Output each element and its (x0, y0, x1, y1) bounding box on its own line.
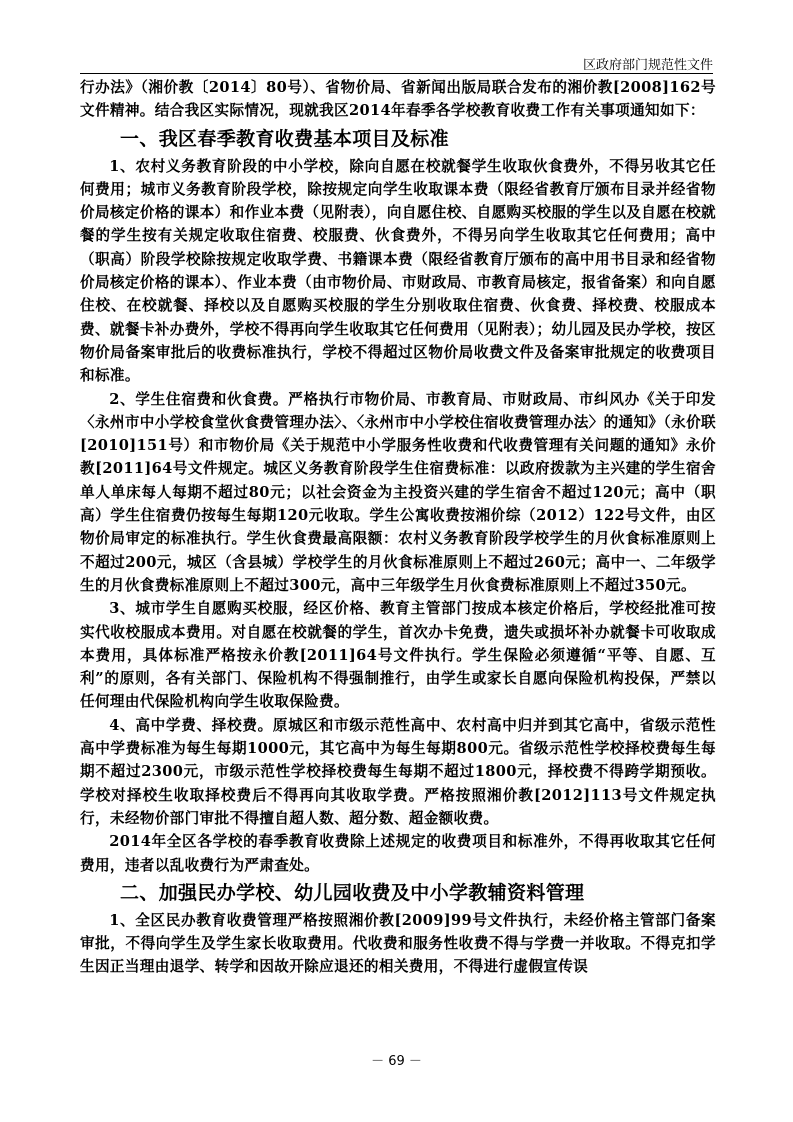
intro-paragraph: 行办法》（湘价教〔2014〕80号）、省物价局、省新闻出版局联合发布的湘价教[2008]162号文件精神。结合我区实际情况，现就我区2014年春季各学校教育收费工作有关事项通知如下： (80, 79, 716, 120)
section1-paragraph-4: 4、高中学费、择校费。原城区和市级示范性高中、农村高中归并到其它高中，省级示范性高中学费标准为每生每期1000元，其它高中为每生每期800元。省级示范性学校择校费每生每期不超过2300元，市级示范性学校择校费每生每期不超过1800元，择校费不得跨学期预收。学校对择校生收取择校费后不得再向其收取学费。严格按照湘价教[2012]113号文件规定执行，未经物价部门审批不得擅自超人数、超分数、超金额收费。 (80, 716, 716, 827)
section2-paragraph-1: 1、全区民办教育收费管理严格按照湘价教[2009]99号文件执行，未经价格主管部门备案审批，不得向学生及学生家长收取费用。代收费和服务性收费不得与学费一并收取。不得克扣学生因正当理由退学、转学和因故开除应退还的相关费用，不得进行虚假宣传误 (80, 911, 716, 976)
page-number: － 69 － (371, 1054, 422, 1069)
section1-paragraph-5: 2014年全区各学校的春季教育收费除上述规定的收费项目和标准外，不得再收取其它任何费用，违者以乱收费行为严肃查处。 (80, 833, 716, 874)
section1-paragraph-2: 2、学生住宿费和伙食费。严格执行市物价局、市教育局、市财政局、市纠风办《关于印发〈永州市中小学校食堂伙食费管理办法〉、〈永州市中小学校住宿收费管理办法〉的通知》（永价联[2010]151号）和市物价局《关于规范中小学服务性收费和代收费管理有关问题的通知》永价教[2011]64号文件规定。城区义务教育阶段学生住宿费标准：以政府拨款为主兴建的学生宿舍单人单床每人每期不超过80元；以社会资金为主投资兴建的学生宿舍不超过120元；高中（职高）学生住宿费仍按每生每期120元收取。学生公寓收费按湘价综（2012）122号文件，由区物价局审定的标准执行。学生伙食费最高限额：农村义务教育阶段学校学生的月伙食标准原则上不超过200元，城区（含县城）学校学生的月伙食标准原则上不超过260元；高中一、二年级学生的月伙食费标准原则上不超过300元，高中三年级学生月伙食费标准原则上不超过350元。 (80, 390, 716, 594)
running-header: 区政府部门规范性文件 (582, 58, 713, 73)
document-body (80, 76, 716, 979)
header-rule (80, 73, 713, 74)
section1-paragraph-1: 1、农村义务教育阶段的中小学校，除向自愿在校就餐学生收取伙食费外，不得另收其它任何费用；城市义务教育阶段学校，除按规定向学生收取课本费（限经省教育厅颁布目录并经省物价局核定价格的课本）和作业本费（见附表），向自愿住校、自愿购买校服的学生以及自愿在校就餐的学生按有关规定收取住宿费、校服费、伙食费外，不得另向学生收取其它任何费用；高中（职高）阶段学校除按规定收取学费、书籍课本费（限经省教育厅颁布的高中用书目录和经省物价局核定价格的课本）、作业本费（由市物价局、市财政局、市教育局核定，报省备案）和向自愿住校、在校就餐、择校以及自愿购买校服的学生分别收取住宿费、伙食费、择校费、校服成本费、就餐卡补办费外，学校不得再向学生收取其它任何费用（见附表）；幼儿园及民办学校，按区物价局备案审批后的收费标准执行，学校不得超过区物价局收费文件及备案审批规定的收费项目和标准。 (80, 157, 716, 385)
section-heading-2: 二、加强民办学校、幼儿园收费及中小学教辅资料管理 (120, 881, 585, 904)
section-heading-1: 一、我区春季教育收费基本项目及标准 (120, 127, 449, 150)
section1-paragraph-3: 3、城市学生自愿购买校服，经区价格、教育主管部门按成本核定价格后，学校经批准可按实代收校服成本费用。对自愿在校就餐的学生，首次办卡免费，遗失或损坏补办就餐卡可收取成本费用，具体标准严格按永价教[2011]64号文件执行。学生保险必须遵循“平等、自愿、互利”的原则，各有关部门、保险机构不得强制推行，由学生或家长自愿向保险机构投保，严禁以任何理由代保险机构向学生收取保险费。 (80, 600, 716, 711)
